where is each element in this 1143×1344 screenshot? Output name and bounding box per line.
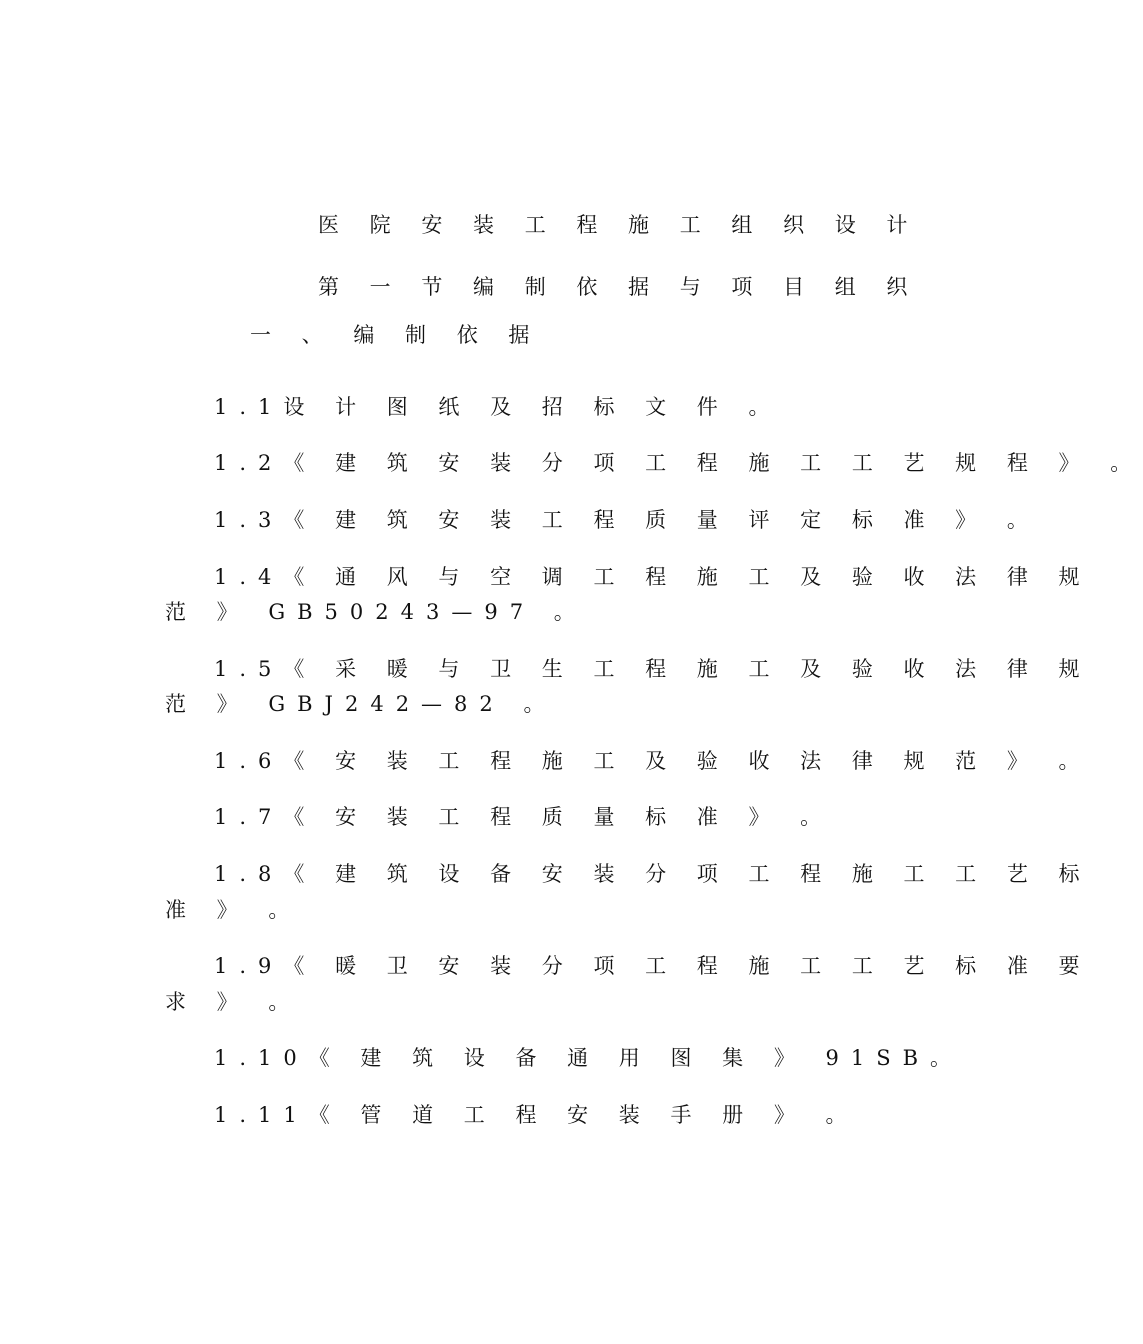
list-item: 1.9《 暖 卫 安 装 分 项 工 程 施 工 工 艺 标 准 要 xyxy=(214,954,1092,978)
list-item: 1.4《 通 风 与 空 调 工 程 施 工 及 验 收 法 律 规 xyxy=(214,565,1092,589)
list-item-continuation: 求 》 。 xyxy=(165,990,302,1014)
list-item: 1.3《 建 筑 安 装 工 程 质 量 评 定 标 准 》 。 xyxy=(214,508,1040,532)
list-item: 1.6《 安 装 工 程 施 工 及 验 收 法 律 规 范 》 。 xyxy=(214,749,1092,773)
list-item: 1.11《 管 道 工 程 安 装 手 册 》 。 xyxy=(214,1103,859,1127)
list-item-continuation: 范 》 GBJ242—82 。 xyxy=(165,692,557,716)
list-item: 1.8《 建 筑 设 备 安 装 分 项 工 程 施 工 工 艺 标 xyxy=(214,862,1092,886)
list-item: 1.5《 采 暖 与 卫 生 工 程 施 工 及 验 收 法 律 规 xyxy=(214,657,1092,681)
list-item: 1.7《 安 装 工 程 质 量 标 准 》 。 xyxy=(214,805,834,829)
subsection-heading: 一 、 编 制 依 据 xyxy=(250,323,542,347)
list-item-continuation: 准 》 。 xyxy=(165,898,302,922)
list-item: 1.1设 计 图 纸 及 招 标 文 件 。 xyxy=(214,395,782,419)
document-title: 医 院 安 装 工 程 施 工 组 织 设 计 xyxy=(318,213,920,237)
list-item: 1.2《 建 筑 安 装 分 项 工 程 施 工 工 艺 规 程 》 。 xyxy=(214,451,1143,475)
list-item: 1.10《 建 筑 设 备 通 用 图 集 》 91SB。 xyxy=(214,1046,964,1070)
list-item-continuation: 范 》 GB50243—97 。 xyxy=(165,600,587,624)
section-heading: 第 一 节 编 制 依 据 与 项 目 组 织 xyxy=(318,275,920,299)
